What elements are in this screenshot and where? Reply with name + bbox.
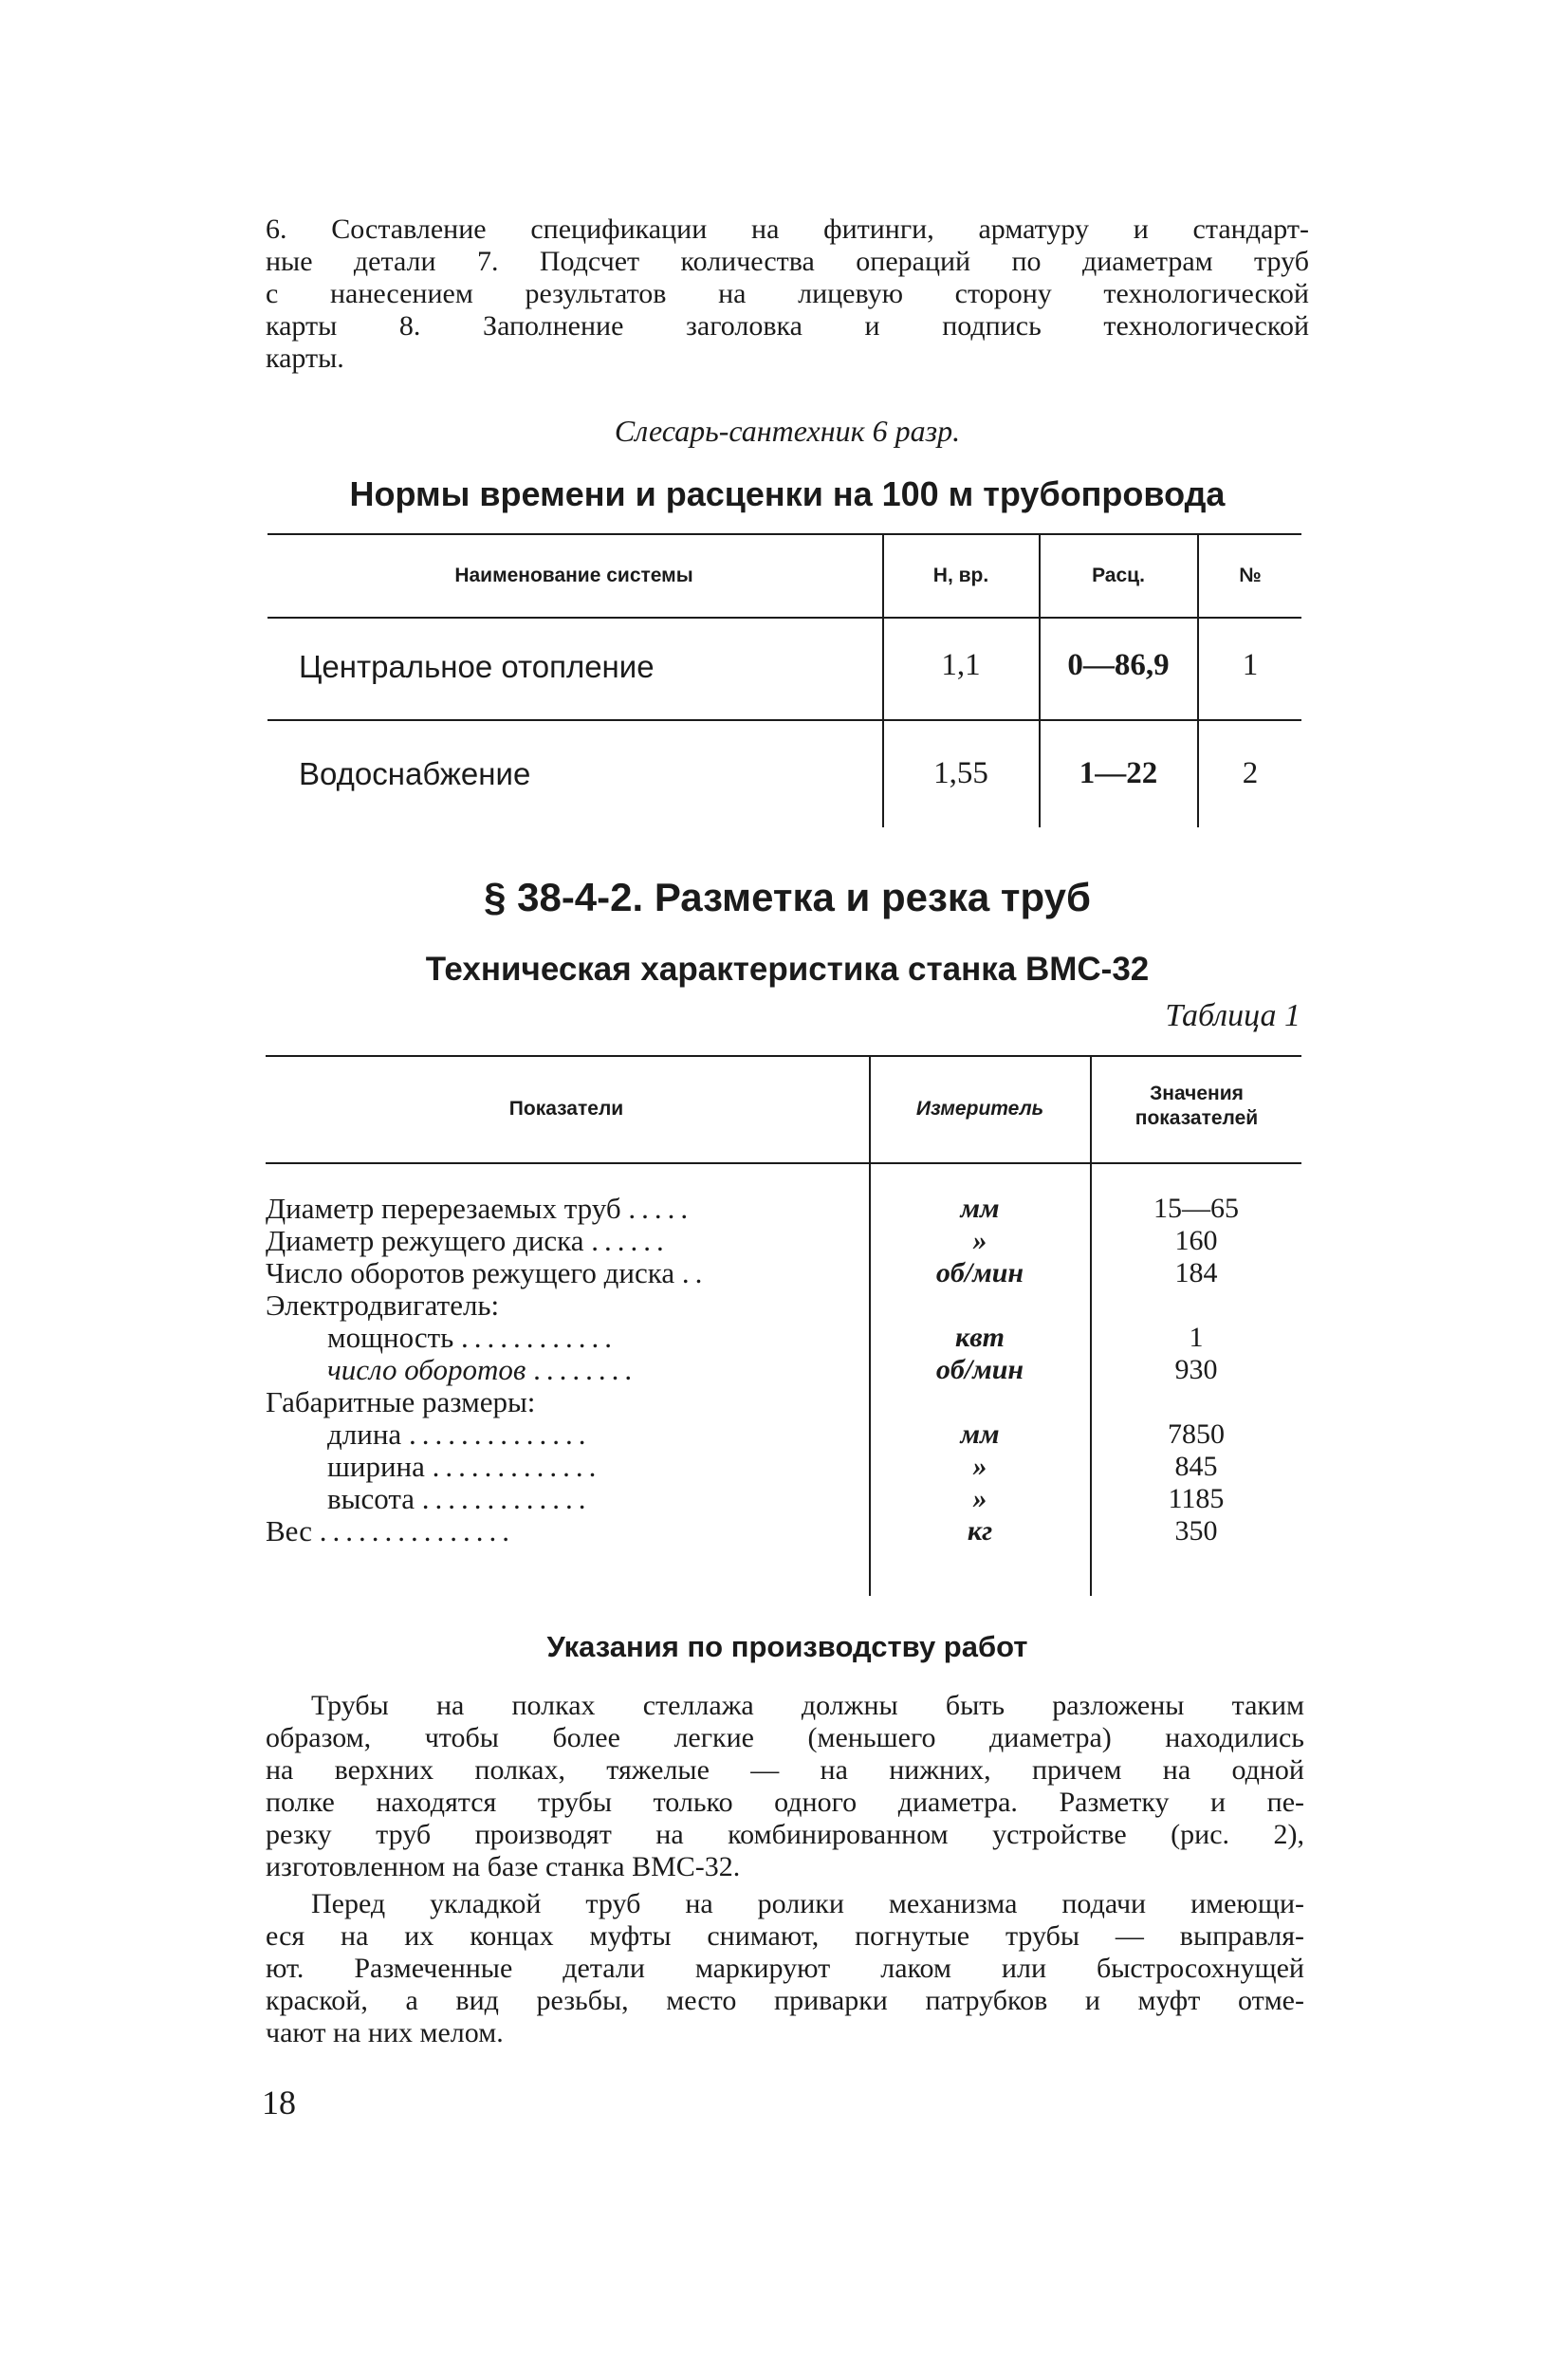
spec-row-unit: кг — [967, 1515, 993, 1547]
spec-row-label: мощность ............ — [327, 1321, 618, 1354]
paragraph-line: Перед укладкой труб на ролики механизма подачи имеющи- — [311, 1888, 1304, 1919]
spec-row-value: 7850 — [1168, 1418, 1225, 1450]
norms-row-system: Водоснабжение — [299, 756, 531, 791]
spec-table-header-rule — [266, 1162, 1301, 1164]
intro-paragraph — [266, 213, 1309, 375]
spec-row-unit: об/мин — [935, 1354, 1024, 1385]
spec-row-label: Габаритные размеры: — [266, 1385, 536, 1418]
spec-row-unit: » — [972, 1451, 987, 1482]
spec-row-unit: » — [972, 1483, 987, 1514]
spec-row-label: Электродвигатель: — [266, 1288, 500, 1322]
norms-row-time: 1,55 — [933, 755, 988, 790]
norms-row-system: Центральное отопление — [299, 649, 655, 684]
norms-header-system: Наименование системы — [454, 565, 693, 586]
paragraph-line: резку труб производят на комбинированном устройстве (рис. 2), — [266, 1819, 1304, 1850]
spec-row-value: 845 — [1174, 1451, 1218, 1482]
paragraph-line: краской, а вид резьбы, место приварки патрубков и муфт отме- — [266, 1985, 1304, 2016]
norms-header-time: Н, вр. — [932, 565, 989, 586]
norms-row-time: 1,1 — [941, 647, 981, 682]
spec-row-label: Диаметр перерезаемых труб ..... — [266, 1192, 694, 1225]
intro-line: карты 8. Заполнение заголовка и подпись технологической — [266, 310, 1309, 342]
spec-row-value: 930 — [1174, 1354, 1218, 1385]
spec-row-label: число оборотов ........ — [327, 1353, 638, 1386]
norms-header-rate: Расц. — [1092, 565, 1145, 586]
paragraph-line: полке находятся трубы только одного диаметра. Разметку и пе- — [266, 1787, 1304, 1818]
spec-row-unit: об/мин — [935, 1257, 1024, 1288]
norms-row-rate: 1—22 — [1079, 755, 1158, 790]
instructions-paragraph-2 — [266, 1888, 1304, 2049]
paragraph-line: образом, чтобы более легкие (меньшего диаметра) находились — [266, 1722, 1304, 1753]
spec-row-unit: мм — [960, 1418, 1000, 1450]
paragraph-line: чают на них мелом. — [266, 2017, 504, 2048]
spec-header-unit: Измеритель — [915, 1098, 1044, 1120]
spec-row-label: высота ............. — [327, 1482, 592, 1515]
machine-title: Техническая характеристика станка ВМС-32 — [425, 951, 1150, 988]
spec-row-value: 160 — [1174, 1225, 1218, 1256]
table-label: Таблица 1 — [1165, 998, 1301, 1033]
spec-row-label: длина .............. — [327, 1417, 592, 1451]
paragraph-line: Трубы на полках стеллажа должны быть разложены таким — [311, 1690, 1304, 1721]
spec-row-value: 350 — [1174, 1515, 1218, 1547]
spec-row-unit: квт — [955, 1322, 1005, 1353]
instructions-paragraph-1 — [266, 1690, 1304, 1883]
worker-category: Слесарь-сантехник 6 разр. — [614, 414, 961, 448]
paragraph-line: ют. Размеченные детали маркируют лаком или быстросохнущей — [266, 1953, 1304, 1984]
spec-row-label: Число оборотов режущего диска .. — [266, 1256, 709, 1289]
norms-row-number: 1 — [1242, 647, 1259, 682]
spec-row-label: ширина ............. — [327, 1450, 602, 1483]
spec-row-value: 184 — [1174, 1257, 1218, 1288]
norms-header-number: № — [1239, 565, 1262, 586]
spec-row-value: 1185 — [1168, 1483, 1225, 1514]
spec-row-value: 15—65 — [1153, 1193, 1239, 1224]
intro-line: 6. Составление спецификации на фитинги, арматуру и стандарт- — [266, 213, 1309, 245]
intro-line: карты. — [266, 343, 344, 374]
spec-header-indicator: Показатели — [508, 1098, 624, 1120]
spec-row-label: Диаметр режущего диска ...... — [266, 1224, 670, 1257]
section-title: § 38-4-2. Разметка и резка труб — [484, 875, 1091, 919]
page-number: 18 — [262, 2084, 296, 2121]
intro-line: ные детали 7. Подсчет количества операций по диаметрам труб — [266, 246, 1309, 277]
intro-line: с нанесением результатов на лицевую сторону технологической — [266, 278, 1309, 309]
spec-row-unit: мм — [960, 1193, 1000, 1224]
norms-table-header-rule — [267, 617, 1301, 619]
spec-row-label: Вес ............... — [266, 1514, 515, 1547]
spec-header-value-line: Значения — [1150, 1083, 1244, 1104]
spec-header-value — [1092, 1082, 1301, 1131]
paragraph-line: на верхних полках, тяжелые — на нижних, причем на одной — [266, 1754, 1304, 1786]
norms-row-number: 2 — [1242, 755, 1259, 790]
paragraph-line: изготовленном на базе станка ВМС-32. — [266, 1851, 741, 1882]
norms-table-top-rule — [267, 533, 1301, 535]
instructions-title: Указания по производству работ — [546, 1630, 1028, 1663]
spec-row-value: 1 — [1189, 1322, 1204, 1353]
norms-table-row-rule — [267, 719, 1301, 721]
paragraph-line: еся на их концах муфты снимают, погнутые трубы — выправля- — [266, 1920, 1304, 1952]
spec-header-value-line: показателей — [1134, 1107, 1259, 1129]
norms-title: Нормы времени и расценки на 100 м трубопровода — [349, 474, 1226, 513]
spec-row-unit: » — [972, 1225, 987, 1256]
norms-row-rate: 0—86,9 — [1067, 647, 1170, 682]
